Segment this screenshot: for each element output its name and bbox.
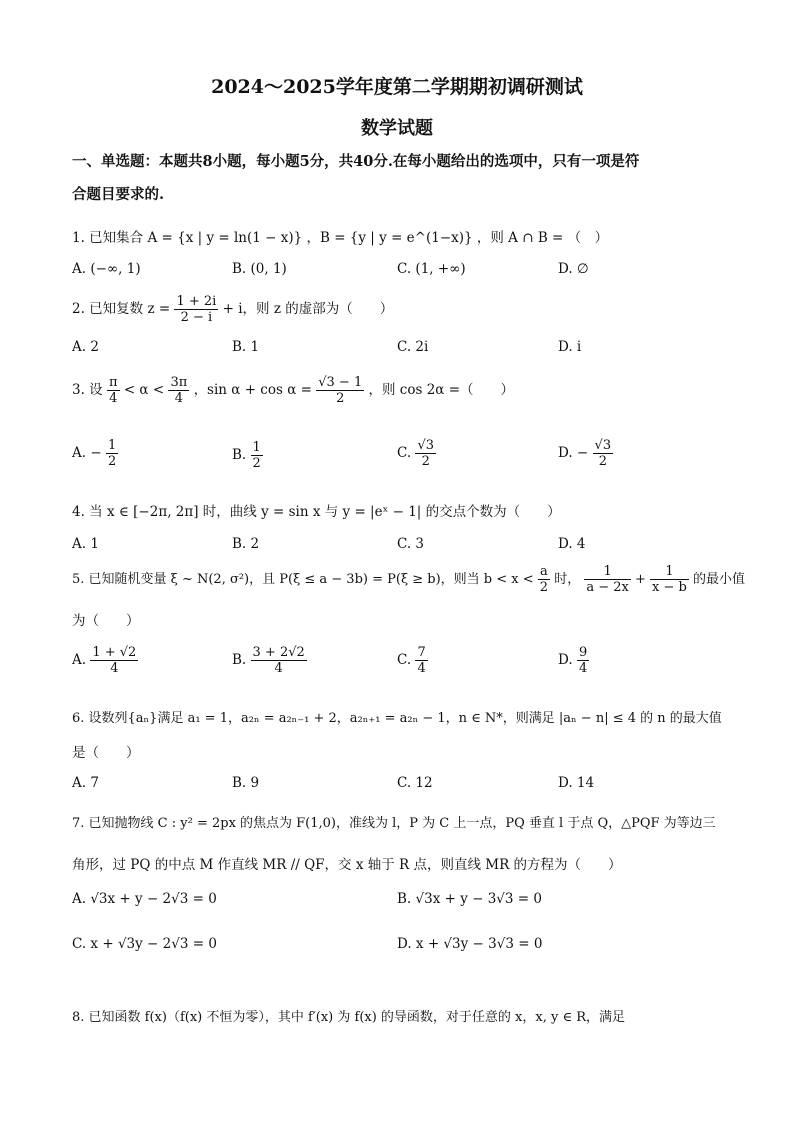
fraction-sqrt3-minus-1 — [316, 375, 364, 406]
option-label: C. — [397, 652, 412, 668]
fraction-denominator: 2 — [421, 454, 430, 469]
plus-sign: + — [635, 572, 646, 587]
question-2-option-a: A. 2 — [72, 339, 99, 355]
section-heading-line2: 合题目要求的. — [72, 186, 165, 203]
question-2-option-d: D. i — [558, 339, 582, 355]
fraction-denominator: 4 — [578, 661, 588, 676]
fraction-numerator: 1 — [107, 438, 117, 453]
question-6-option-a: A. 7 — [72, 775, 99, 791]
option-label: A. − — [72, 445, 102, 461]
fraction-3pi-4 — [168, 375, 189, 406]
question-6-stem: 6. 设数列{aₙ}满足 a₁ = 1，a₂ₙ = a₂ₙ₋₁ + 2，a₂ₙ₊₁ = a₂ₙ − 1，n ∈ N*，则满足 |aₙ − n| ≤ 4 的 n 的最大值 — [72, 711, 722, 726]
question-6-option-d: D. 14 — [558, 775, 595, 791]
fraction-numerator: 1 — [584, 564, 631, 580]
question-1-stem: 1. 已知集合 A = {x | y = ln(1 − x)} ，B = {y | y = e^(1−x)} ，则 A ∩ B = （ ） — [72, 230, 609, 246]
question-2-stem — [72, 294, 393, 325]
question-5-condition: 时， — [554, 572, 581, 587]
option-fraction — [593, 438, 614, 469]
fraction-a-2 — [538, 564, 550, 595]
question-5-stem — [72, 564, 745, 595]
fraction-denominator: 2 — [598, 454, 607, 469]
fraction-numerator: √3 − 1 — [318, 375, 363, 390]
question-1-option-a: A. (−∞, 1) — [72, 261, 141, 277]
question-3-option-d — [558, 438, 613, 469]
question-7-option-b: B. √3x + y − 3√3 = 0 — [397, 891, 542, 907]
option-label: D. — [558, 652, 573, 668]
question-2-option-b: B. 1 — [232, 339, 260, 355]
question-7-option-c: C. x + √3y − 2√3 = 0 — [72, 936, 217, 952]
question-4-stem: 4. 当 x ∈ [−2π, 2π] 时，曲线 y = sin x 与 y = |eˣ − 1| 的交点个数为（ ） — [72, 504, 561, 520]
question-5-tail: 的最小值 — [693, 572, 746, 587]
section-heading-line1: 一、单选题：本题共8小题，每小题5分，共40分.在每小题给出的选项中，只有一项是符 — [72, 153, 640, 170]
question-5-option-a — [72, 645, 138, 676]
option-fraction — [106, 438, 118, 469]
question-4-option-b: B. 2 — [232, 536, 260, 552]
question-3-condition: ，sin α + cos α = — [193, 382, 312, 398]
question-3-lead: 3. 设 — [72, 382, 103, 398]
option-label: B. — [232, 652, 247, 668]
fraction-denominator: 2 — [107, 454, 117, 469]
fraction-denominator: a − 2x — [586, 580, 629, 595]
question-1-option-c: C. (1, +∞) — [397, 261, 466, 277]
fraction-denominator: 4 — [174, 391, 183, 406]
question-2-stem-lead: 2. 已知复数 z = — [72, 301, 171, 317]
fraction-denominator: x − b — [652, 580, 687, 595]
question-1-option-b: B. (0, 1) — [232, 261, 287, 277]
question-3-option-a — [72, 438, 118, 469]
option-label: C. — [397, 445, 412, 461]
option-fraction — [90, 645, 138, 676]
question-6-option-c: C. 12 — [397, 775, 433, 791]
option-fraction — [577, 645, 589, 676]
fraction-denominator: 2 — [336, 391, 345, 406]
question-3-stem — [72, 375, 514, 406]
question-3-option-b — [232, 440, 263, 471]
fraction-numerator: a — [538, 564, 550, 580]
question-7-line2: 角形，过 PQ 的中点 M 作直线 MR // QF，交 x 轴于 R 点，则直线 MR 的方程为（ ） — [72, 857, 622, 873]
option-label: D. − — [558, 445, 589, 461]
fraction-1-over-x-b — [650, 564, 689, 595]
option-fraction — [415, 645, 427, 676]
question-2-fraction — [174, 294, 218, 325]
fraction-denominator: 2 − i — [180, 310, 213, 325]
question-6-option-b: B. 9 — [232, 775, 260, 791]
fraction-numerator: 3 + 2√2 — [252, 645, 305, 660]
question-3-tail: ，则 cos 2α =（ ） — [368, 382, 515, 398]
page-title: 2024～2025学年度第二学期期初调研测试 — [211, 76, 583, 98]
fraction-denominator: 4 — [274, 661, 283, 676]
question-6-line2: 是（ ） — [72, 745, 140, 761]
question-3-option-c — [397, 438, 436, 469]
question-5-option-d — [558, 645, 589, 676]
question-4-option-a: A. 1 — [72, 536, 99, 552]
question-3-inequality: < α < — [123, 382, 165, 398]
question-7-option-d: D. x + √3y − 3√3 = 0 — [397, 936, 543, 952]
option-label: B. — [232, 447, 247, 463]
fraction-numerator: 3π — [170, 375, 188, 390]
question-5-lead: 5. 已知随机变量 ξ ~ N(2, σ²)，且 P(ξ ≤ a − 3b) = P(ξ ≥ b)，则当 b < x < — [72, 572, 534, 587]
fraction-denominator: 4 — [109, 391, 118, 406]
question-1-option-d: D. ∅ — [558, 261, 589, 277]
question-7-stem: 7. 已知抛物线 C : y² = 2px 的焦点为 F(1,0)，准线为 l，P 为 C 上一点，PQ 垂直 l 于点 Q，△PQF 为等边三 — [72, 816, 716, 831]
question-4-option-c: C. 3 — [397, 536, 425, 552]
fraction-numerator: π — [108, 375, 118, 390]
fraction-numerator: √3 — [417, 438, 434, 453]
fraction-denominator: 2 — [539, 580, 549, 595]
question-2-option-c: C. 2i — [397, 339, 429, 355]
fraction-numerator: √3 — [594, 438, 612, 453]
page-subtitle: 数学试题 — [361, 118, 433, 139]
option-fraction — [251, 440, 263, 471]
option-fraction — [415, 438, 436, 469]
fraction-numerator: 1 + 2i — [176, 294, 217, 309]
fraction-numerator: 1 — [650, 564, 689, 580]
question-7-option-a: A. √3x + y − 2√3 = 0 — [72, 891, 217, 907]
question-5-line2: 为（ ） — [72, 613, 140, 629]
fraction-1-over-a-2x — [584, 564, 631, 595]
option-label: A. — [72, 652, 87, 668]
fraction-numerator: 9 — [578, 645, 588, 660]
fraction-denominator: 4 — [110, 661, 119, 676]
question-2-stem-tail: + i，则 z 的虚部为（ ） — [222, 301, 394, 317]
question-5-option-b — [232, 645, 307, 676]
fraction-denominator: 2 — [252, 456, 261, 471]
question-5-option-c — [397, 645, 428, 676]
question-4-option-d: D. 4 — [558, 536, 586, 552]
option-fraction — [251, 645, 307, 676]
fraction-pi-4 — [107, 375, 120, 406]
fraction-numerator: 7 — [417, 645, 426, 660]
fraction-denominator: 4 — [417, 661, 426, 676]
question-8-stem: 8. 已知函数 f(x)（f(x) 不恒为零），其中 f′(x) 为 f(x) 的导函数，对于任意的 x，x, y ∈ R，满足 — [72, 1010, 626, 1025]
fraction-numerator: 1 — [252, 440, 261, 455]
fraction-numerator: 1 + √2 — [92, 645, 137, 660]
